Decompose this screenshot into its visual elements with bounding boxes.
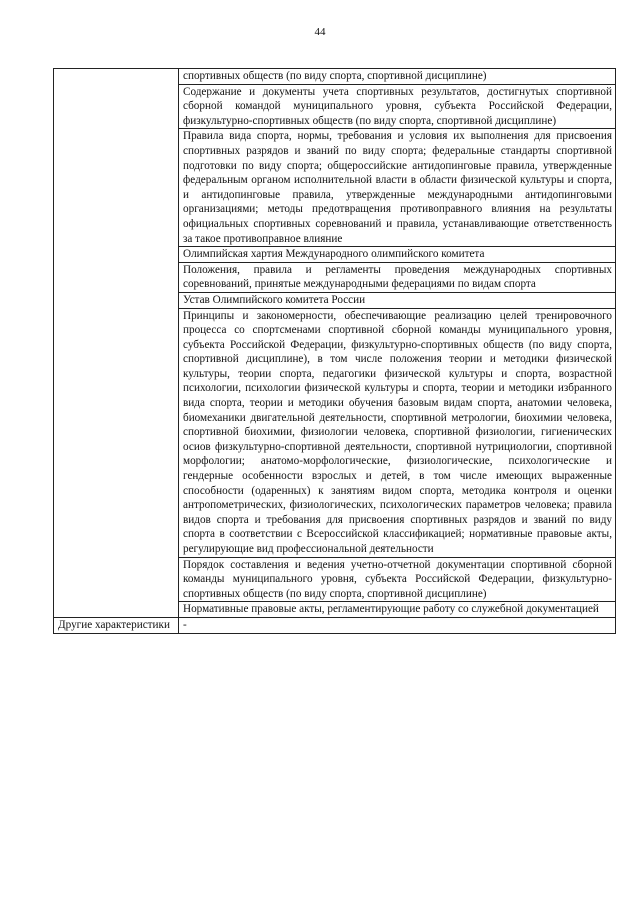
knowledge-cell: спортивных обществ (по виду спорта, спортивной дисциплине) <box>179 69 616 85</box>
knowledge-cell: Порядок составления и ведения учетно-отчетной документации спортивной сборной команды муниципального уровня, субъекта Российской Федерации, физкультурно-спортивных обществ (по виду спорта, спортивной дисциплине) <box>179 557 616 602</box>
table-row <box>54 69 616 85</box>
other-characteristics-label: Другие характеристики <box>54 617 179 633</box>
knowledge-cell: Принципы и закономерности, обеспечивающие реализацию целей тренировочного процесса со спортсменами спортивной сборной команды муниципального уровня, субъекта Российской Федерации, физкультурно-спортивных обществ (по виду спорта, спортивной дисциплине), в том числе положения теории и методики физической культуры, теории спорта, педагогики физической культуры и спорта, возрастной психологии, психологии физической культуры и спорта, теории и методики избранного вида спорта, теории и методики обучения базовым видам спорта, анатомии человека, биомеханики двигательной деятельности, спортивной метрологии, биохимии человека, спортивной биохимии, физиологии человека, спортивной физиологии, гигиенических осиов физкультурно-спортивной деятельности, спортивной нутрициологии, спортивной морфологии; анатомо-морфологические, физиологические, психологические и гендерные особенности взрослых и детей, в том числе имеющих выраженные способности (одаренных) к занятиям видом спорта, методика контроля и оценки антропометрических, физиологических, психологических параметров человека; правила видов спорта и требования для присвоения спортивных разрядов и званий по виду спорта в соответствии с Всероссийской классификацией; нормативные правовые акты, регулирующие вид профессиональной деятельности <box>179 308 616 557</box>
page-number: 44 <box>314 26 326 38</box>
knowledge-cell: Олимпийская хартия Международного олимпийского комитета <box>179 247 616 263</box>
row-label-cell <box>54 69 179 618</box>
table-row <box>54 617 616 633</box>
other-characteristics-value: - <box>179 617 616 633</box>
knowledge-cell: Положения, правила и регламенты проведения международных спортивных соревнований, принятые международными федерациями по видам спорта <box>179 262 616 292</box>
knowledge-cell: Правила вида спорта, нормы, требования и условия их выполнения для присвоения спортивных разрядов и званий по виду спорта; федеральные стандарты спортивной подготовки по виду спорта; общероссийские антидопинговые правила, утвержденные федеральным органом исполнительной власти в области физической культуры и спорта, и антидопинговые правила, утвержденные международными антидопинговыми организациями; методы предотвращения противоправного влияния на результаты официальных спортивных соревнований и правила, устанавливающие ответственность за такое противоправное влияние <box>179 129 616 247</box>
requirements-table <box>53 68 616 634</box>
knowledge-cell: Нормативные правовые акты, регламентирующие работу со служебной документацией <box>179 602 616 618</box>
knowledge-cell: Содержание и документы учета спортивных результатов, достигнутых спортивной сборной командой муниципального уровня, субъекта Российской Федерации, физкультурно-спортивных обществ (по виду спорта, спортивной дисциплине) <box>179 84 616 129</box>
knowledge-cell: Устав Олимпийского комитета России <box>179 292 616 308</box>
